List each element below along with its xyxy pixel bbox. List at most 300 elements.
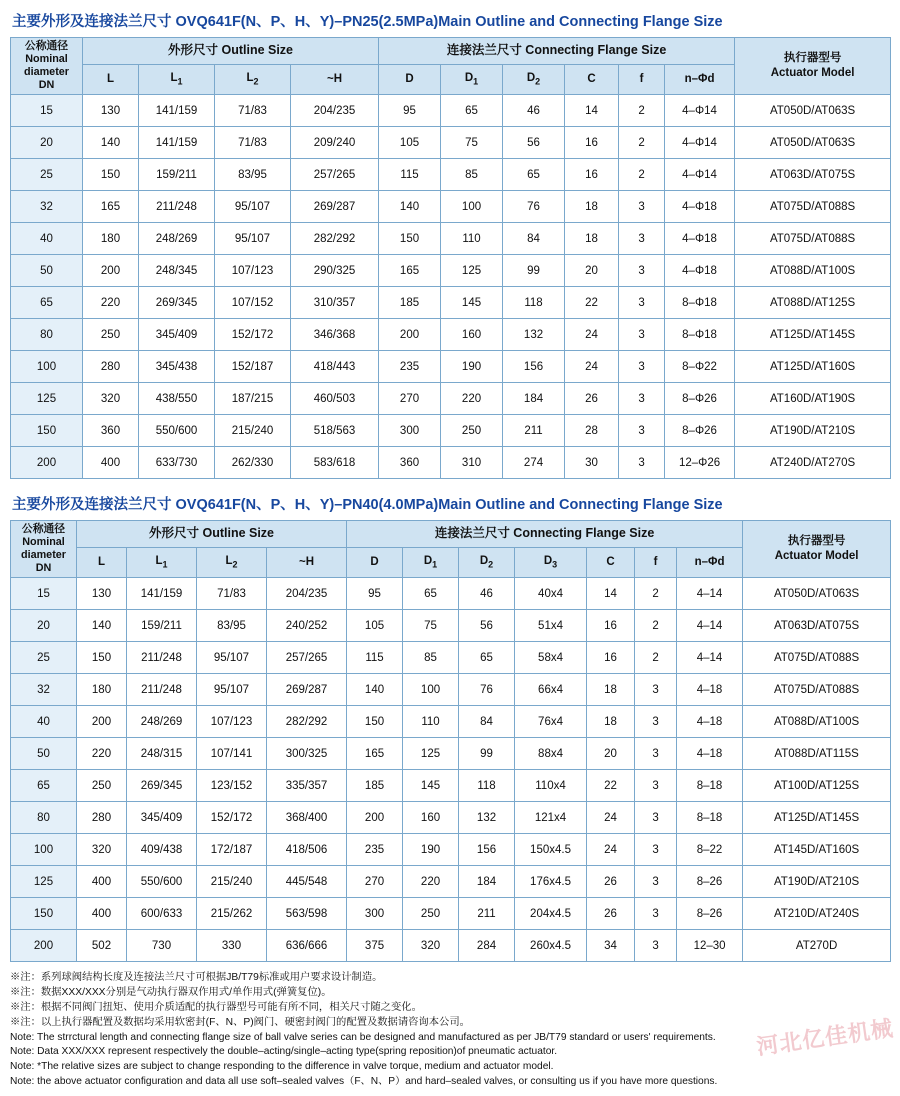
cell-value: 20	[587, 738, 635, 770]
cell-value: 200	[347, 802, 403, 834]
cell-value: 118	[459, 770, 515, 802]
cell-value: 76	[503, 191, 565, 223]
cell-value: 400	[77, 866, 127, 898]
cell-value: 123/152	[197, 770, 267, 802]
cell-actuator-model: AT190D/AT210S	[735, 415, 891, 447]
cell-value: 2	[635, 610, 677, 642]
table-row	[11, 287, 891, 319]
cell-value: 211	[503, 415, 565, 447]
cell-value: 150	[83, 159, 139, 191]
cell-value: 211	[459, 898, 515, 930]
cell-value: 51x4	[515, 610, 587, 642]
cell-value: 250	[77, 770, 127, 802]
cell-value: 56	[459, 610, 515, 642]
cell-actuator-model: AT075D/AT088S	[743, 674, 891, 706]
notes-block	[10, 971, 890, 1090]
cell-value: 368/400	[267, 802, 347, 834]
cell-dn: 150	[11, 898, 77, 930]
cell-value: 65	[403, 578, 459, 610]
cell-value: 4–14	[677, 610, 743, 642]
cell-value: 141/159	[127, 578, 197, 610]
cell-value: 204/235	[267, 578, 347, 610]
note-cn-3: ※注：根据不同阀门扭矩、使用介质适配的执行器型号可能有所不同，相关尺寸随之变化。	[10, 1001, 422, 1013]
cell-dn: 200	[11, 930, 77, 962]
cell-dn: 20	[11, 610, 77, 642]
cell-value: 200	[83, 255, 139, 287]
cell-value: 14	[565, 95, 619, 127]
cell-value: 240/252	[267, 610, 347, 642]
cell-value: 375	[347, 930, 403, 962]
table-row	[11, 127, 891, 159]
cell-value: 95	[347, 578, 403, 610]
cell-value: 156	[503, 351, 565, 383]
cell-value: 409/438	[127, 834, 197, 866]
cell-value: 26	[565, 383, 619, 415]
cell-value: 330	[197, 930, 267, 962]
cell-value: 46	[459, 578, 515, 610]
cell-value: 600/633	[127, 898, 197, 930]
cell-value: 95/107	[197, 642, 267, 674]
cell-value: 34	[587, 930, 635, 962]
cell-value: 320	[403, 930, 459, 962]
cell-actuator-model: AT145D/AT160S	[743, 834, 891, 866]
table-row	[11, 674, 891, 706]
cell-value: 152/187	[215, 351, 291, 383]
cell-value: 300	[347, 898, 403, 930]
cell-value: 145	[441, 287, 503, 319]
cell-value: 16	[565, 127, 619, 159]
cell-value: 152/172	[197, 802, 267, 834]
table-row	[11, 223, 891, 255]
cell-value: 24	[565, 319, 619, 351]
cell-value: 460/503	[291, 383, 379, 415]
cell-value: 211/248	[127, 642, 197, 674]
cell-value: 184	[459, 866, 515, 898]
cell-value: 22	[565, 287, 619, 319]
cell-value: 121x4	[515, 802, 587, 834]
header-col-D2: $D_2$	[459, 548, 515, 578]
cell-value: 3	[619, 447, 665, 479]
cell-value: 248/345	[139, 255, 215, 287]
cell-value: 360	[83, 415, 139, 447]
cell-value: 140	[347, 674, 403, 706]
cell-value: 257/265	[291, 159, 379, 191]
note-en-3: Note: *The relative sizes are subject to change responding to the difference in valve torque, medium and actuator model.	[10, 1061, 554, 1073]
cell-value: 176x4.5	[515, 866, 587, 898]
cell-value: 20	[565, 255, 619, 287]
cell-value: 4–18	[677, 738, 743, 770]
cell-value: 185	[379, 287, 441, 319]
cell-value: 346/368	[291, 319, 379, 351]
cell-value: 71/83	[197, 578, 267, 610]
cell-actuator-model: AT210D/AT240S	[743, 898, 891, 930]
cell-value: 145	[403, 770, 459, 802]
cell-value: 141/159	[139, 127, 215, 159]
section-title-pn25: 主要外形及连接法兰尺寸 OVQ641F(N、P、H、Y)–PN25(2.5MPa)Main Outline and Connecting Flange Size	[12, 14, 723, 30]
cell-value: 140	[77, 610, 127, 642]
cell-value: 150	[379, 223, 441, 255]
watermark: 河北亿佳机械	[755, 1015, 896, 1060]
cell-value: 209/240	[291, 127, 379, 159]
cell-value: 2	[619, 127, 665, 159]
cell-value: 290/325	[291, 255, 379, 287]
cell-value: 204x4.5	[515, 898, 587, 930]
note-en-1: Note: The strrctural length and connecting flange size of ball valve series can be designed and manufactured as per JB/T79 standard or users' requirements.	[10, 1031, 716, 1043]
table-row	[11, 738, 891, 770]
cell-value: 3	[635, 834, 677, 866]
cell-value: 16	[587, 610, 635, 642]
cell-value: 235	[347, 834, 403, 866]
cell-value: 141/159	[139, 95, 215, 127]
table-row	[11, 834, 891, 866]
header-col-L2: $L_2$	[197, 548, 267, 578]
cell-value: 583/618	[291, 447, 379, 479]
cell-value: 26	[587, 866, 635, 898]
cell-value: 438/550	[139, 383, 215, 415]
cell-actuator-model: AT050D/AT063S	[735, 95, 891, 127]
cell-value: 22	[587, 770, 635, 802]
cell-value: 185	[347, 770, 403, 802]
header-col-nd: n–Φd	[665, 65, 735, 95]
cell-value: 260x4.5	[515, 930, 587, 962]
cell-value: 204/235	[291, 95, 379, 127]
cell-value: 12–30	[677, 930, 743, 962]
cell-value: 2	[635, 578, 677, 610]
header-group-outline-size: 外形尺寸 Outline Size	[77, 521, 347, 548]
cell-value: 248/269	[139, 223, 215, 255]
cell-value: 140	[379, 191, 441, 223]
cell-value: 125	[441, 255, 503, 287]
header-col-L: L	[83, 65, 139, 95]
cell-value: 8–18	[677, 770, 743, 802]
cell-value: 24	[565, 351, 619, 383]
cell-dn: 100	[11, 834, 77, 866]
cell-actuator-model: AT125D/AT145S	[743, 802, 891, 834]
cell-value: 150	[347, 706, 403, 738]
cell-actuator-model: AT088D/AT100S	[743, 706, 891, 738]
cell-dn: 125	[11, 383, 83, 415]
cell-value: 220	[441, 383, 503, 415]
cell-value: 8–Φ22	[665, 351, 735, 383]
table-row	[11, 610, 891, 642]
header-col-L: L	[77, 548, 127, 578]
cell-value: 95/107	[215, 223, 291, 255]
cell-value: 71/83	[215, 127, 291, 159]
cell-value: 360	[379, 447, 441, 479]
cell-value: 280	[77, 802, 127, 834]
header-col-L1: $L_1$	[127, 548, 197, 578]
cell-actuator-model: AT075D/AT088S	[743, 642, 891, 674]
header-col-nd: n–Φd	[677, 548, 743, 578]
cell-value: 165	[83, 191, 139, 223]
cell-value: 24	[587, 802, 635, 834]
header-col-f: f	[619, 65, 665, 95]
cell-value: 160	[403, 802, 459, 834]
cell-value: 730	[127, 930, 197, 962]
cell-value: 30	[565, 447, 619, 479]
cell-value: 159/211	[139, 159, 215, 191]
cell-value: 107/152	[215, 287, 291, 319]
cell-value: 220	[403, 866, 459, 898]
table-row	[11, 319, 891, 351]
cell-value: 211/248	[127, 674, 197, 706]
cell-dn: 32	[11, 674, 77, 706]
header-col-D: D	[347, 548, 403, 578]
cell-value: 200	[379, 319, 441, 351]
cell-actuator-model: AT160D/AT190S	[735, 383, 891, 415]
cell-value: 215/262	[197, 898, 267, 930]
cell-value: 300/325	[267, 738, 347, 770]
cell-value: 4–Φ14	[665, 159, 735, 191]
cell-value: 4–Φ18	[665, 191, 735, 223]
cell-dn: 50	[11, 255, 83, 287]
cell-value: 345/409	[139, 319, 215, 351]
cell-value: 220	[83, 287, 139, 319]
cell-value: 85	[403, 642, 459, 674]
header-col-D2: $D_2$	[503, 65, 565, 95]
header-col-C: C	[587, 548, 635, 578]
cell-value: 16	[565, 159, 619, 191]
header-nominal-diameter: 公称通径 Nominal diameter DN	[11, 521, 77, 578]
cell-actuator-model: AT050D/AT063S	[735, 127, 891, 159]
cell-value: 95/107	[215, 191, 291, 223]
cell-value: 18	[565, 223, 619, 255]
cell-actuator-model: AT088D/AT115S	[743, 738, 891, 770]
cell-dn: 65	[11, 287, 83, 319]
cell-dn: 32	[11, 191, 83, 223]
cell-value: 518/563	[291, 415, 379, 447]
cell-value: 107/141	[197, 738, 267, 770]
cell-value: 270	[347, 866, 403, 898]
table-row	[11, 930, 891, 962]
header-actuator-model: 执行器型号 Actuator Model	[743, 521, 891, 578]
cell-value: 75	[441, 127, 503, 159]
cell-value: 502	[77, 930, 127, 962]
table-row	[11, 770, 891, 802]
cell-value: 105	[347, 610, 403, 642]
cell-value: 84	[503, 223, 565, 255]
cell-dn: 150	[11, 415, 83, 447]
cell-value: 248/315	[127, 738, 197, 770]
cell-value: 3	[635, 706, 677, 738]
cell-value: 172/187	[197, 834, 267, 866]
cell-actuator-model: AT125D/AT160S	[735, 351, 891, 383]
cell-value: 220	[77, 738, 127, 770]
cell-value: 3	[619, 415, 665, 447]
cell-value: 235	[379, 351, 441, 383]
cell-actuator-model: AT240D/AT270S	[735, 447, 891, 479]
cell-value: 95	[379, 95, 441, 127]
cell-value: 250	[403, 898, 459, 930]
cell-actuator-model: AT050D/AT063S	[743, 578, 891, 610]
cell-value: 115	[347, 642, 403, 674]
cell-value: 300	[379, 415, 441, 447]
cell-dn: 65	[11, 770, 77, 802]
cell-value: 180	[83, 223, 139, 255]
cell-value: 269/287	[291, 191, 379, 223]
cell-value: 633/730	[139, 447, 215, 479]
table-row	[11, 447, 891, 479]
cell-value: 270	[379, 383, 441, 415]
cell-value: 3	[635, 898, 677, 930]
header-group-flange-size: 连接法兰尺寸 Connecting Flange Size	[347, 521, 743, 548]
cell-dn: 15	[11, 578, 77, 610]
cell-value: 65	[459, 642, 515, 674]
cell-value: 445/548	[267, 866, 347, 898]
cell-value: 140	[83, 127, 139, 159]
note-cn-2: ※注：数据XXX/XXX分别是气动执行器双作用式/单作用式(弹簧复位)。	[10, 986, 332, 998]
cell-value: 18	[565, 191, 619, 223]
cell-value: 83/95	[215, 159, 291, 191]
cell-value: 110	[441, 223, 503, 255]
table-head	[11, 38, 891, 95]
cell-value: 107/123	[197, 706, 267, 738]
cell-value: 76x4	[515, 706, 587, 738]
section-title-pn40: 主要外形及连接法兰尺寸 OVQ641F(N、P、H、Y)–PN40(4.0MPa)Main Outline and Connecting Flange Size	[12, 497, 723, 513]
cell-value: 3	[619, 351, 665, 383]
header-col-D1: $D_1$	[403, 548, 459, 578]
table-row	[11, 802, 891, 834]
table-row	[11, 415, 891, 447]
cell-dn: 40	[11, 706, 77, 738]
cell-dn: 80	[11, 802, 77, 834]
cell-value: 3	[619, 223, 665, 255]
cell-value: 335/357	[267, 770, 347, 802]
cell-value: 18	[587, 674, 635, 706]
cell-value: 66x4	[515, 674, 587, 706]
cell-value: 65	[441, 95, 503, 127]
cell-value: 130	[77, 578, 127, 610]
header-actuator-model: 执行器型号 Actuator Model	[735, 38, 891, 95]
cell-value: 105	[379, 127, 441, 159]
table-row	[11, 191, 891, 223]
table-row	[11, 898, 891, 930]
header-col-H: ~H	[291, 65, 379, 95]
cell-value: 110x4	[515, 770, 587, 802]
cell-value: 8–Φ18	[665, 319, 735, 351]
cell-dn: 200	[11, 447, 83, 479]
cell-value: 2	[619, 95, 665, 127]
cell-value: 118	[503, 287, 565, 319]
cell-value: 345/438	[139, 351, 215, 383]
table-header-row-groups	[11, 521, 891, 548]
cell-value: 14	[587, 578, 635, 610]
cell-value: 132	[503, 319, 565, 351]
cell-value: 200	[77, 706, 127, 738]
cell-value: 4–Φ14	[665, 127, 735, 159]
table-row	[11, 642, 891, 674]
cell-value: 110	[403, 706, 459, 738]
cell-value: 3	[619, 255, 665, 287]
cell-value: 550/600	[139, 415, 215, 447]
cell-value: 150	[77, 642, 127, 674]
cell-value: 125	[403, 738, 459, 770]
cell-value: 3	[635, 866, 677, 898]
cell-value: 2	[619, 159, 665, 191]
cell-value: 99	[459, 738, 515, 770]
cell-value: 165	[379, 255, 441, 287]
table-row	[11, 159, 891, 191]
table-body	[11, 578, 891, 962]
cell-value: 130	[83, 95, 139, 127]
table-row	[11, 255, 891, 287]
cell-dn: 50	[11, 738, 77, 770]
cell-value: 24	[587, 834, 635, 866]
cell-value: 26	[587, 898, 635, 930]
cell-actuator-model: AT270D	[743, 930, 891, 962]
cell-dn: 25	[11, 642, 77, 674]
cell-value: 3	[635, 770, 677, 802]
table-row	[11, 383, 891, 415]
cell-value: 400	[83, 447, 139, 479]
table-body	[11, 95, 891, 479]
cell-value: 156	[459, 834, 515, 866]
cell-value: 550/600	[127, 866, 197, 898]
cell-value: 100	[403, 674, 459, 706]
cell-value: 152/172	[215, 319, 291, 351]
note-en-4: Note: the above actuator configuration and data all use soft–sealed valves（F、N、P）and hard–sealed valves, or consulting us if you have more questions.	[10, 1076, 718, 1088]
cell-value: 8–22	[677, 834, 743, 866]
spec-table-pn40	[10, 520, 891, 962]
cell-value: 3	[635, 674, 677, 706]
cell-value: 215/240	[215, 415, 291, 447]
cell-value: 215/240	[197, 866, 267, 898]
header-col-L2: $L_2$	[215, 65, 291, 95]
table-row	[11, 578, 891, 610]
cell-dn: 15	[11, 95, 83, 127]
cell-value: 85	[441, 159, 503, 191]
cell-actuator-model: AT075D/AT088S	[735, 223, 891, 255]
cell-value: 8–Φ26	[665, 415, 735, 447]
cell-value: 3	[619, 287, 665, 319]
cell-value: 274	[503, 447, 565, 479]
cell-actuator-model: AT190D/AT210S	[743, 866, 891, 898]
cell-value: 8–Φ26	[665, 383, 735, 415]
cell-value: 257/265	[267, 642, 347, 674]
cell-value: 159/211	[127, 610, 197, 642]
cell-actuator-model: AT125D/AT145S	[735, 319, 891, 351]
cell-actuator-model: AT100D/AT125S	[743, 770, 891, 802]
cell-value: 310/357	[291, 287, 379, 319]
spec-table-pn25	[10, 37, 891, 479]
note-cn-4: ※注：以上执行器配置及数据均采用软密封(F、N、P)阀门、硬密封阀门的配置及数据请咨询本公司。	[10, 1016, 470, 1028]
cell-value: 18	[587, 706, 635, 738]
table-row	[11, 866, 891, 898]
header-col-D: D	[379, 65, 441, 95]
cell-actuator-model: AT088D/AT125S	[735, 287, 891, 319]
header-col-D3: $D_3$	[515, 548, 587, 578]
cell-value: 28	[565, 415, 619, 447]
cell-value: 190	[403, 834, 459, 866]
cell-value: 88x4	[515, 738, 587, 770]
cell-value: 269/345	[127, 770, 197, 802]
table-row	[11, 95, 891, 127]
cell-value: 184	[503, 383, 565, 415]
cell-value: 65	[503, 159, 565, 191]
cell-value: 3	[619, 319, 665, 351]
cell-value: 71/83	[215, 95, 291, 127]
cell-value: 282/292	[291, 223, 379, 255]
cell-value: 250	[441, 415, 503, 447]
header-col-L1: $L_1$	[139, 65, 215, 95]
cell-value: 8–26	[677, 866, 743, 898]
cell-dn: 125	[11, 866, 77, 898]
header-col-H: ~H	[267, 548, 347, 578]
cell-value: 4–18	[677, 706, 743, 738]
cell-value: 418/506	[267, 834, 347, 866]
header-col-C: C	[565, 65, 619, 95]
cell-value: 4–Φ18	[665, 255, 735, 287]
